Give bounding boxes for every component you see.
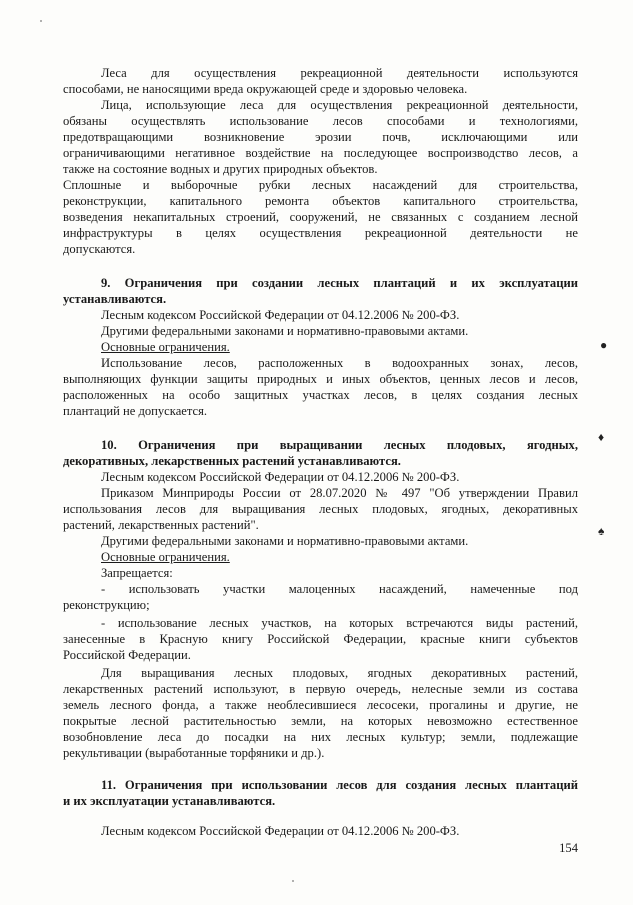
text-line: реконструкцию; bbox=[63, 598, 150, 612]
text-line: реконструкции, капитального ремонта объектов капитального строительства, bbox=[63, 194, 578, 208]
text-line: Лесным кодексом Российской Федерации от 04.12.2006 № 200-ФЗ. bbox=[101, 824, 460, 838]
text-line: Приказом Минприроды России от 28.07.2020 № 497 "Об утверждении Правил bbox=[101, 486, 578, 500]
text-line: обязаны осуществлять использование лесов способами и технологиями, bbox=[63, 114, 578, 128]
text-line: способами, не наносящими вреда окружающей среде и здоровью человека. bbox=[63, 82, 468, 96]
text-line: Другими федеральными законами и нормативно-правовыми актами. bbox=[101, 534, 469, 548]
section-heading-line: декоративных, лекарственных растений устанавливаются. bbox=[63, 454, 401, 468]
scan-artifact-mark: ♦ bbox=[598, 430, 605, 444]
section-heading-line: 9. Ограничения при создании лесных плантаций и их эксплуатации bbox=[101, 276, 578, 290]
text-line: рекультивации (выработанные торфяники и др.). bbox=[63, 746, 325, 760]
text-line: Лесным кодексом Российской Федерации от 04.12.2006 № 200-ФЗ. bbox=[101, 308, 460, 322]
page-number: 154 bbox=[559, 841, 578, 855]
text-line: Другими федеральными законами и нормативно-правовыми актами. bbox=[101, 324, 469, 338]
scan-artifact-mark: ● bbox=[600, 338, 608, 352]
scan-speck bbox=[292, 880, 294, 882]
text-line: Запрещается: bbox=[101, 566, 173, 580]
text-line: Сплошные и выборочные рубки лесных насаждений для строительства, bbox=[63, 178, 578, 192]
text-line: занесенные в Красную книгу Российской Федерации, красные книги субъектов bbox=[63, 632, 578, 646]
scan-speck bbox=[40, 20, 42, 22]
text-line: Для выращивания лесных плодовых, ягодных декоративных растений, bbox=[101, 666, 578, 680]
text-line: растений, лекарственных растений". bbox=[63, 518, 259, 532]
text-line: возведения некапитальных строений, сооружений, не связанных с созданием лесной bbox=[63, 210, 578, 224]
text-line: также на состояние водных и других природных объектов. bbox=[63, 162, 378, 176]
section-heading-line: 11. Ограничения при использовании лесов для создания лесных плантаций bbox=[101, 778, 578, 792]
text-line: инфраструктуры в целях осуществления рекреационной деятельности не bbox=[63, 226, 578, 240]
text-line: земель лесного фонда, а также необлесившиеся лесосеки, прогалины и другие, не bbox=[63, 698, 578, 712]
subheading-line: Основные ограничения. bbox=[101, 550, 230, 564]
text-line: Использование лесов, расположенных в водоохранных зонах, лесов, bbox=[101, 356, 578, 370]
text-line: Лица, использующие леса для осуществления рекреационной деятельности, bbox=[101, 98, 578, 112]
text-line: - использование лесных участков, на которых встречаются виды растений, bbox=[101, 616, 578, 630]
text-line: - использовать участки малоценных насаждений, намеченные под bbox=[101, 582, 578, 596]
section-heading-line: и их эксплуатации устанавливаются. bbox=[63, 794, 276, 808]
text-line: покрытые лесной растительностью земли, на которых невозможно естественное bbox=[63, 714, 578, 728]
text-line: Лесным кодексом Российской Федерации от 04.12.2006 № 200-ФЗ. bbox=[101, 470, 460, 484]
text-line: расположенных на особо защитных участках лесов, в целях создания лесных bbox=[63, 388, 578, 402]
subheading-line: Основные ограничения. bbox=[101, 340, 230, 354]
text-line: использования лесов для выращивания лесных плодовых, ягодных, декоративных bbox=[63, 502, 578, 516]
section-heading-line: 10. Ограничения при выращивании лесных плодовых, ягодных, bbox=[101, 438, 578, 452]
text-line: Леса для осуществления рекреационной деятельности используются bbox=[101, 66, 578, 80]
text-line: предотвращающими возникновение эрозии почв, исключающими или bbox=[63, 130, 578, 144]
text-line: выполняющих функции защиты природных и иных объектов, ценных лесов и лесов, bbox=[63, 372, 578, 386]
text-line: ограничивающими негативное воздействие на последующее воспроизводство лесов, а bbox=[63, 146, 578, 160]
text-line: лекарственных растений используют, в первую очередь, нелесные земли из состава bbox=[63, 682, 578, 696]
text-line: возобновление леса до посадки на них лесных культур; земли, подлежащие bbox=[63, 730, 578, 744]
text-line: плантаций не допускается. bbox=[63, 404, 208, 418]
text-line: Российской Федерации. bbox=[63, 648, 191, 662]
text-line: допускаются. bbox=[63, 242, 136, 256]
scan-artifact-mark: ♠ bbox=[598, 524, 605, 538]
section-heading-line: устанавливаются. bbox=[63, 292, 167, 306]
